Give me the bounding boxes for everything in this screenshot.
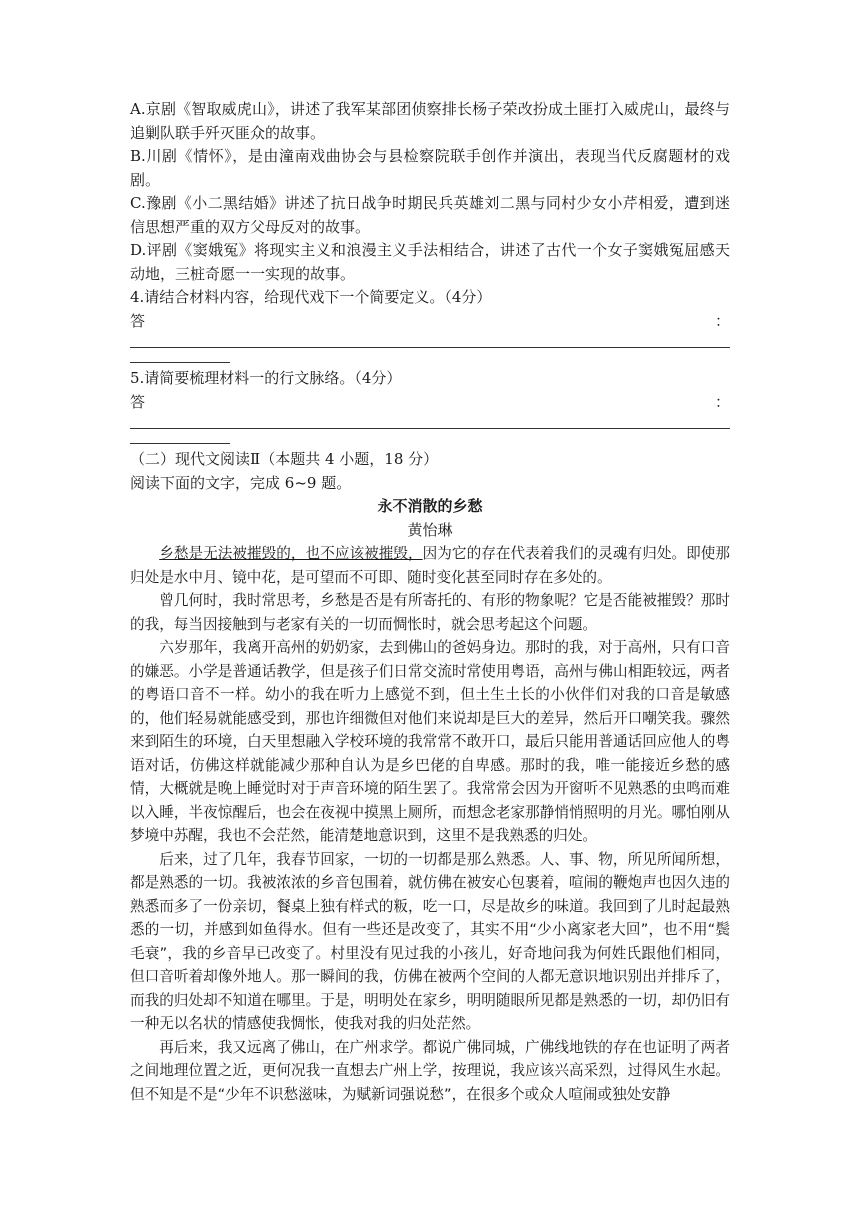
article-title: 永不消散的乡愁 [377,497,483,515]
paragraph-1-rest: 因为它的存在代表着我们的灵魂有归处。即使那归处是水中月、镜中花，是可望而不可即、随时变化甚至同时存在多处的。 [130,545,730,586]
answer-5-label: 答 [130,392,146,411]
article-paragraph-3: 六岁那年，我离开高州的奶奶家，去到佛山的爸妈身边。那时的我，对于高州，只有口音的嫌恶。小学是普通话教学，但是孩子们日常交流时常使用粤语，高州与佛山相距较远，两者的粤语口音不一样。幼小的我在听力上感觉不到，但土生土长的小伙伴们对我的口音是敏感的，他们轻易就能感受到，那也许细微但对他们来说却是巨大的差异，然后开口嘲笑我。骤然来到陌生的环境，白天里想融入学校环境的我常常不敢开口，最后只能用普通话回应他人的粤语对话，仿佛这样就能减少那种自认为是乡巴佬的自卑感。那时的我，唯一能接近乡愁的感情，大概就是晚上睡觉时对于声音环境的陌生罢了。我常常会因为开窗听不见熟悉的虫鸣而难以入睡，半夜惊醒后，也会在夜视中摸黑上厕所，而想念老家那静悄悄照明的月光。哪怕刚从梦境中苏醒，我也不会茫然，能清楚地意识到，这里不是我熟悉的归处。 [130,639,730,844]
article-paragraph-2: 曾几何时，我时常思考，乡愁是否是有所寄托的、有形的物象呢？它是否能被摧毁？那时的我，每当因接触到与老家有关的一切而惆怅时，就会思考起这个问题。 [130,592,730,633]
answer-5-line-short[interactable] [130,429,230,444]
question-5: 5.请简要梳理材料一的行文脉络。（4分） [130,369,402,387]
question-4: 4.请结合材料内容，给现代戏下一个简要定义。（4分） [130,288,492,306]
answer-4-label: 答 [130,311,146,330]
section-heading: （二）现代文阅读Ⅱ（本题共 4 小题，18 分） [130,450,439,468]
answer-4-row [130,310,730,334]
article-author: 黄怡琳 [407,520,453,539]
answer-5-row [130,391,730,415]
option-a: A.京剧《智取威虎山》，讲述了我军某部团侦察排长杨子荣改扮成土匪打入威虎山，最终与追剿队联手歼灭匪众的故事。 [130,100,730,142]
underlined-sentence: 乡愁是无法被摧毁的，也不应该被摧毁， [159,545,423,562]
option-d: D.评剧《窦娥冤》将现实主义和浪漫主义手法相结合，讲述了古代一个女子窦娥冤屈感天动地，三桩奇愿一一实现的故事。 [130,241,730,283]
option-c: C.豫剧《小二黑结婚》讲述了抗日战争时期民兵英雄刘二黑与同村少女小芹相爱，遭到迷信思想严重的双方父母反对的故事。 [130,194,730,236]
article-paragraph-5: 再后来，我又远离了佛山，在广州求学。都说广佛同城，广佛线地铁的存在也证明了两者之间地理位置之近，更何况我一直想去广州上学，按理说，我应该兴高采烈，过得风生水起。但不知是不是“少年不识愁滋味，为赋新词强说愁”，在很多个或众人喧闹或独处安静 [130,1038,730,1103]
option-b: B.川剧《情怀》，是由潼南戏曲协会与县检察院联手创作并演出，表现当代反腐题材的戏剧。 [130,147,730,189]
page-content [130,98,730,1106]
article-paragraph-1 [130,542,730,589]
section-instruction: 阅读下面的文字，完成 6~9 题。 [130,473,352,492]
answer-5-line[interactable] [130,414,730,429]
answer-4-line-short[interactable] [130,348,230,363]
answer-5-colon: ： [714,392,730,411]
answer-4-line[interactable] [130,333,730,348]
answer-4-colon: ： [714,311,730,330]
article-paragraph-4: 后来，过了几年，我春节回家，一切的一切都是那么熟悉。人、事、物，所见所闻所想，都是熟悉的一切。我被浓浓的乡音包围着，就仿佛在被安心包裹着，喧闹的鞭炮声也因久违的熟悉而多了一份亲切，餐桌上独有样式的粄，吃一口，尽是故乡的味道。我回到了儿时起最熟悉的一切，并感到如鱼得水。但有一些还是改变了，其实不用“少小离家老大回”，也不用“鬓毛衰”，我的乡音早已改变了。村里没有见过我的小孩儿，好奇地问我为何姓氏跟他们相同，但口音听着却像外地人。那一瞬间的我，仿佛在被两个空间的人都无意识地识别出并排斥了，而我的归处却不知道在哪里。于是，明明处在家乡，明明随眼所见都是熟悉的一切，却仍旧有一种无以名状的情感使我惆怅，使我对我的归处茫然。 [130,850,730,1032]
